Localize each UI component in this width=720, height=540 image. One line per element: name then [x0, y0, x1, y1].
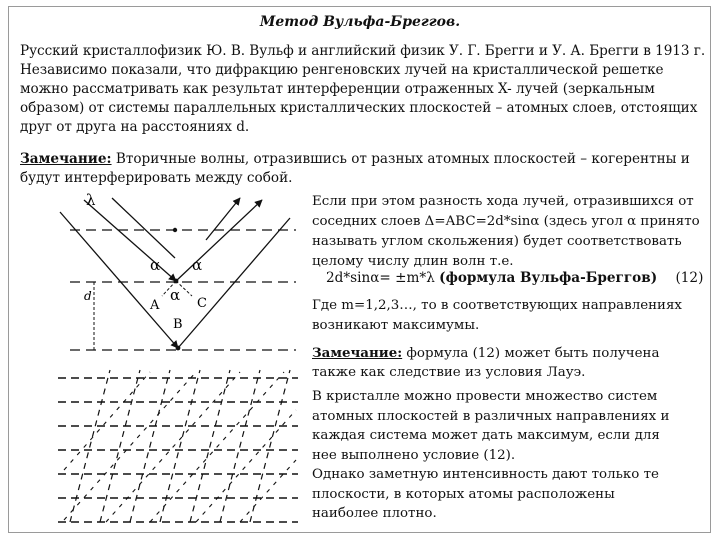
planes-line: плоскости, в которых атомы расположены [312, 486, 615, 502]
intro-line: можно рассматривать как результат интерференции отраженных X- лучей (зеркальным [20, 81, 655, 97]
note-text: Вторичные волны, отразившись от разных атомных плоскостей – когерентны и [111, 151, 690, 167]
planes-line: атомных плоскостей в различных направлениях и [312, 408, 670, 424]
formula-expression: 2d*sinα= ±m*λ [326, 270, 435, 286]
note-line [312, 344, 712, 363]
note-label: Замечание: [312, 345, 403, 361]
planes-note [312, 387, 702, 524]
note-label: Замечание: [20, 151, 112, 167]
condition-line: называть углом скольжения) будет соответствовать [312, 234, 682, 249]
label-alpha-left: α [150, 256, 161, 274]
slide-title: Метод Вульфа-Бреггов. [259, 14, 461, 30]
condition-line: Если при этом разность хода лучей, отразившихся от [312, 194, 694, 209]
label-alpha-right: α [192, 256, 203, 274]
bragg-formula [326, 270, 703, 286]
note-text: формула (12) может быть получена [402, 346, 660, 361]
bragg-condition-text [312, 192, 700, 272]
label-lambda: λ [86, 191, 96, 209]
maxima-line: возникают максимумы. [312, 318, 480, 333]
planes-line: В кристалле можно провести множество систем [312, 389, 658, 404]
intro-line: друг от друга на расстояниях d. [20, 119, 250, 135]
condition-line: соседних слоев Δ=ABC=2d*sinα (здесь угол α принято [312, 214, 700, 229]
planes-line: нее выполнено условие (12). [312, 447, 516, 463]
note-line: также как следствие из условия Лауэ. [312, 365, 586, 380]
planes-line: Однако заметную интенсивность дают только те [312, 467, 659, 482]
label-point-c: C [197, 296, 207, 311]
note-line: будут интерферировать между собой. [20, 170, 293, 186]
intro-line: Русский кристаллофизик Ю. В. Вульф и английский физик У. Г. Брегги и У. А. Брегги в 1913 г. [20, 43, 706, 59]
planes-line: наиболее плотно. [312, 506, 437, 521]
label-point-b: B [173, 317, 183, 332]
formula-name: (формула Вульфа-Бреггов) [439, 270, 658, 286]
intro-paragraph [20, 42, 704, 137]
intro-line: Независимо показали, что дифракцию ренгеновских лучей на кристаллической решетке [20, 62, 664, 78]
maxima-line: Где m=1,2,3…, то в соответствующих направлениях [312, 298, 682, 313]
intro-line: образом) от системы параллельных кристаллических плоскостей – атомных слоев, отстоящих [20, 100, 698, 116]
label-alpha-center: α [170, 286, 181, 304]
condition-line: целому числу длин волн т.е. [312, 254, 514, 269]
note-line [20, 150, 704, 169]
formula-number: (12) [675, 270, 704, 286]
label-spacing-d: d [84, 289, 92, 303]
note-laue [312, 344, 712, 382]
label-point-a: A [150, 298, 160, 313]
maxima-text [312, 296, 682, 336]
planes-line: каждая система может дать максимум, если для [312, 428, 660, 443]
note-coherence [20, 150, 704, 188]
